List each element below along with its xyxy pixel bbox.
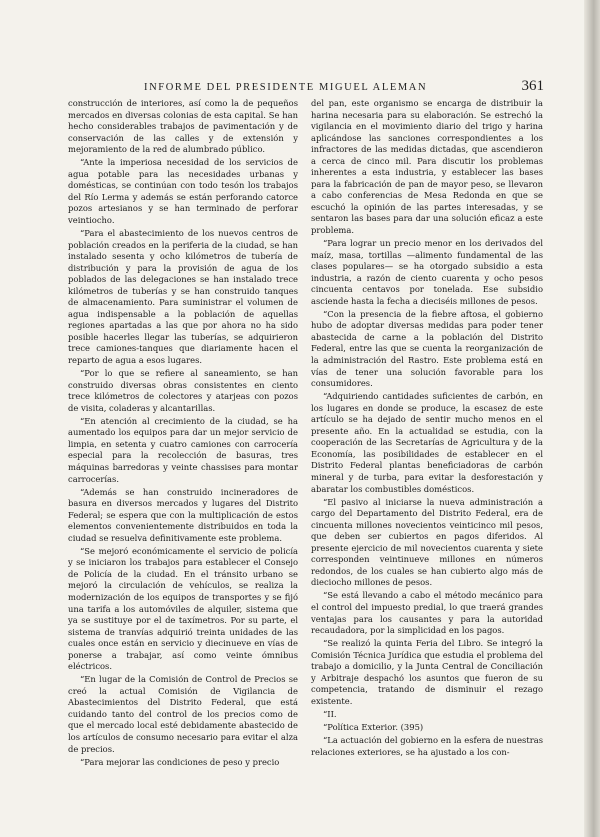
section-number: “II. — [323, 708, 337, 719]
paragraph: “Para el abastecimiento de los nuevos centros de población creados en la periferia de la ciudad, se han instalado sesenta y ocho kilómetros de tubería de distribución y para la provisión de agua de los poblados de las delegaciones se han instalado trece kilómetros de tuberías y se han construido tanques de almacenamiento. Para suministrar el volumen de agua indispensable a la población de aquellas regiones apartadas a las que por ahora no ha sido posible hacerles llegar las tuberías, se adquirieron trece camiones-tanques que diariamente hacen el reparto de agua a esos lugares. — [68, 228, 298, 366]
paragraph: “Por lo que se refiere al saneamiento, se han construido diversas obras consistentes en ciento trece kilómetros de colectores y atarjeas con pozos de visita, coladeras y alcantarillas. — [68, 368, 298, 413]
running-header — [144, 78, 544, 95]
paragraph: “En atención al crecimiento de la ciudad, se ha aumentado los equipos para dar un mejor servicio de limpia, en setenta y cuatro camiones con carrocería especial para la recolección de basuras, tres máquinas barredoras y veinte chassises para montar carrocerías. — [68, 415, 298, 484]
paragraph: del pan, este organismo se encarga de distribuir la harina necesaria para su elaboración. Se estrechó la vigilancia en el movimiento diario del trigo y harina aplicándose las sanciones correspondientes a los infractores de las medidas dictadas, que ascendieron a cerca de cinco mil. Para discutir los problemas inherentes a esta industria, y establecer las bases para la fabricación de pan de mayor peso, se llevaron a cabo conferencias de Mesa Redonda en que se escuchó la opinión de las partes interesadas, y se sentaron las bases para dar una solución eficaz a este problema. — [311, 98, 543, 236]
paragraph: “Adquiriendo cantidades suficientes de carbón, en los lugares en donde se produce, la escasez de este artículo se ha dejado de sentir mucho menos en el presente año. En la actualidad se estudia, con la cooperación de las Secretarías de Agricultura y de la Economía, las posibilidades de establecer en el Distrito Federal plantas beneficiadoras de carbón mineral y de turba, para evitar la desforestación y abaratar los combustibles domésticos. — [311, 391, 543, 494]
paragraph: “Se mejoró económicamente el servicio de policía y se iniciaron los trabajos para establecer el Consejo de Policía de la ciudad. En el tránsito urbano se mejoró la circulación de vehículos, se realiza la modernización de los equipos de transportes y se fijó una tarifa a los automóviles de alquiler, sistema que ya se sustituye por el de taxímetros. Por su parte, el sistema de tranvías adquirió treinta unidades de las cuales once están en servicio y diecinueve en vías de ponerse a trabajar, así como veinte ómnibus eléctricos. — [68, 545, 298, 672]
paragraph: “Además se han construido incineradores de basura en diversos mercados y lugares del Distrito Federal; se espera que con la multiplicación de estos elementos convenientemente distribuidos en toda la ciudad se resuelva definitivamente este problema. — [68, 486, 298, 543]
paragraph: “La actuación del gobierno en la esfera de nuestras relaciones exteriores, se ha ajustado a los con- — [311, 735, 543, 757]
section-heading: “Política Exterior. (395) — [323, 721, 424, 732]
paragraph: “El pasivo al iniciarse la nueva administración a cargo del Departamento del Distrito Federal, era de cincuenta millones novecientos veinticinco mil pesos, que deben ser cubiertos en pagos diferidos. Al presente ejercicio de mil novecientos cuarenta y siete corresponden veintinueve millones en números redondos, de los cuales se han cubierto algo más de dieciocho millones de pesos. — [311, 496, 543, 588]
page-edge-shadow — [584, 0, 600, 837]
paragraph: construcción de interiores, así como la de pequeños mercados en diversas colonias de esta capital. Se han hecho considerables trabajos de pavimentación y de conservación de las calles y de extensión y mejoramiento de la red de alumbrado público. — [68, 98, 298, 155]
page-number: 361 — [521, 78, 544, 94]
paragraph: “Se está llevando a cabo el método mecánico para el control del impuesto predial, lo que traerá grandes ventajas para los causantes y para la autoridad recaudadora, por la simplicidad en los pagos. — [311, 590, 543, 636]
paragraph: “Para mejorar las condiciones de peso y precio — [80, 756, 280, 767]
header-title: INFORME DEL PRESIDENTE MIGUEL ALEMAN — [144, 82, 428, 93]
right-column — [311, 98, 543, 760]
paragraph: “Ante la imperiosa necesidad de los servicios de agua potable para las necesidades urbanas y domésticas, se continúan con todo tesón los trabajos del Río Lerma y además se están perforando catorce pozos artesianos y se han terminado de perforar veintiocho. — [68, 157, 298, 225]
paragraph: “Con la presencia de la fiebre aftosa, el gobierno hubo de adoptar diversas medidas para poder tener abastecida de carne a la población del Distrito Federal, entre las que se cuenta la reorganización de la administración del Rastro. Este problema está en vías de tener una solución favorable para los consumidores. — [311, 308, 543, 389]
left-column — [68, 98, 298, 770]
paragraph: “Se realizó la quinta Feria del Libro. Se integró la Comisión Técnica Jurídica que estudia el problema del trabajo a domicilio, y la Junta Central de Conciliación y Arbitraje despachó los asuntos que fueron de su competencia, tratando de disminuir el rezago existente. — [311, 638, 543, 706]
paragraph: “Para lograr un precio menor en los derivados del maíz, masa, tortillas —alimento fundamental de las clases populares— se ha otorgado subsidio a esta industria, a razón de ciento cuarenta y ocho pesos cincuenta centavos por tonelada. Ese subsidio asciende hasta la fecha a dieciséis millones de pesos. — [311, 238, 543, 306]
paragraph: “En lugar de la Comisión de Control de Precios se creó la actual Comisión de Vigilancia de Abastecimientos del Distrito Federal, que está cuidando tanto del control de los precios como de que el mercado local esté debidamente abastecido de los artículos de consumo necesario para evitar el alza de precios. — [68, 674, 298, 754]
